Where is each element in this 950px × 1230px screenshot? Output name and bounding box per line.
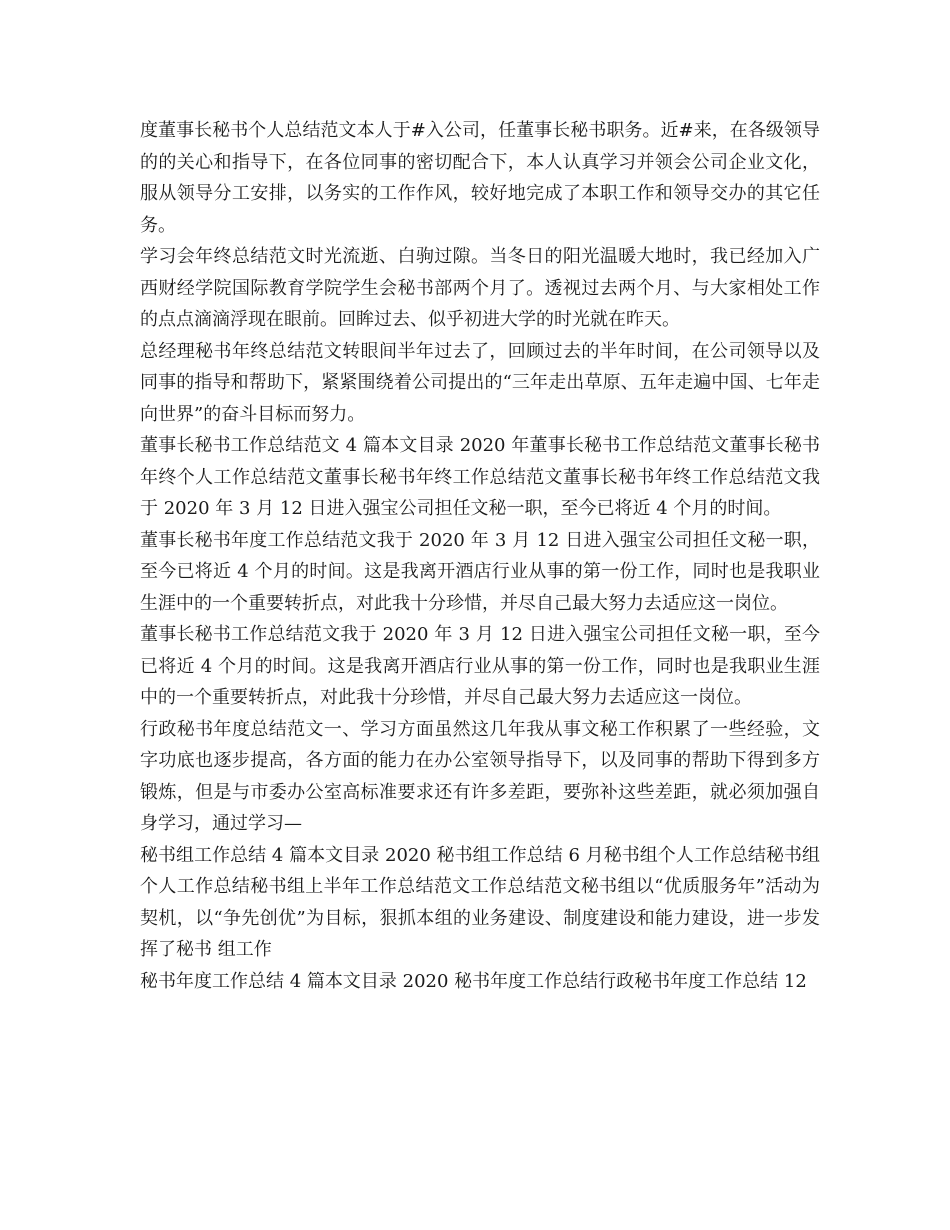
paragraph-secretary-annual-work-summary: 秘书年度工作总结 4 篇本文目录 2020 秘书年度工作总结行政秘书年度工作总结 12: [140, 970, 807, 992]
paragraph-admin-secretary-annual-summary: 行政秘书年度总结范文一、学习方面虽然这几年我从事文秘工作积累了一些经验，文字功底也逐步提高，各方面的能力在办公室领导指导下，以及同事的帮助下得到多方锻炼，但是与市委办公室高标准要求还有许多差距，要弥补这些差距，就必须加强自身学习，通过学习—: [140, 718, 820, 834]
paragraph-chairman-secretary-work-summary: 董事长秘书工作总结范文我于 2020 年 3 月 12 日进入强宝公司担任文秘一职，至今已将近 4 个月的时间。这是我离开酒店行业从事的第一份工作，同时也是我职业生涯中的一个重要转折点，对此我十分珍惜，并尽自己最大努力去适应这一岗位。: [140, 624, 820, 708]
paragraph-chairman-secretary-work-summary-4: 董事长秘书工作总结范文 4 篇本文目录 2020 年董事长秘书工作总结范文董事长秘书年终个人工作总结范文董事长秘书年终工作总结范文董事长秘书年终工作总结范文我于 2020 年 3 月 12 日进入强宝公司担任文秘一职，至今已将近 4 个月的时间。: [140, 435, 820, 519]
paragraph-chairman-secretary-summary: 度董事长秘书个人总结范文本人于#入公司，任董事长秘书职务。近#来，在各级领导的的关心和指导下，在各位同事的密切配合下，本人认真学习并领会公司企业文化，服从领导分工安排，以务实的工作作风，较好地完成了本职工作和领导交办的其它任务。: [140, 120, 820, 236]
paragraph-secretary-group-summary: 秘书组工作总结 4 篇本文目录 2020 秘书组工作总结 6 月秘书组个人工作总结秘书组个人工作总结秘书组上半年工作总结范文工作总结范文秘书组以“优质服务年”活动为契机，以“争先创优”为目标，狠抓本组的业务建设、制度建设和能力建设，进一步发挥了秘书 组工作: [140, 844, 820, 960]
paragraph-general-manager-secretary-summary: 总经理秘书年终总结范文转眼间半年过去了，回顾过去的半年时间，在公司领导以及同事的指导和帮助下，紧紧围绕着公司提出的“三年走出草原、五年走遍中国、七年走向世界”的奋斗目标而努力。: [140, 340, 820, 425]
document-body: [140, 115, 820, 997]
paragraph-chairman-secretary-annual-summary: 董事长秘书年度工作总结范文我于 2020 年 3 月 12 日进入强宝公司担任文秘一职，至今已将近 4 个月的时间。这是我离开酒店行业从事的第一份工作，同时也是我职业生涯中的一个重要转折点，对此我十分珍惜，并尽自己最大努力去适应这一岗位。: [140, 529, 820, 614]
paragraph-student-union-summary: 学习会年终总结范文时光流逝、白驹过隙。当冬日的阳光温暖大地时，我已经加入广西财经学院国际教育学院学生会秘书部两个月了。透视过去两个月、与大家相处工作的点点滴滴浮现在眼前。回眸过去、似乎初进大学的时光就在昨天。: [140, 246, 820, 330]
